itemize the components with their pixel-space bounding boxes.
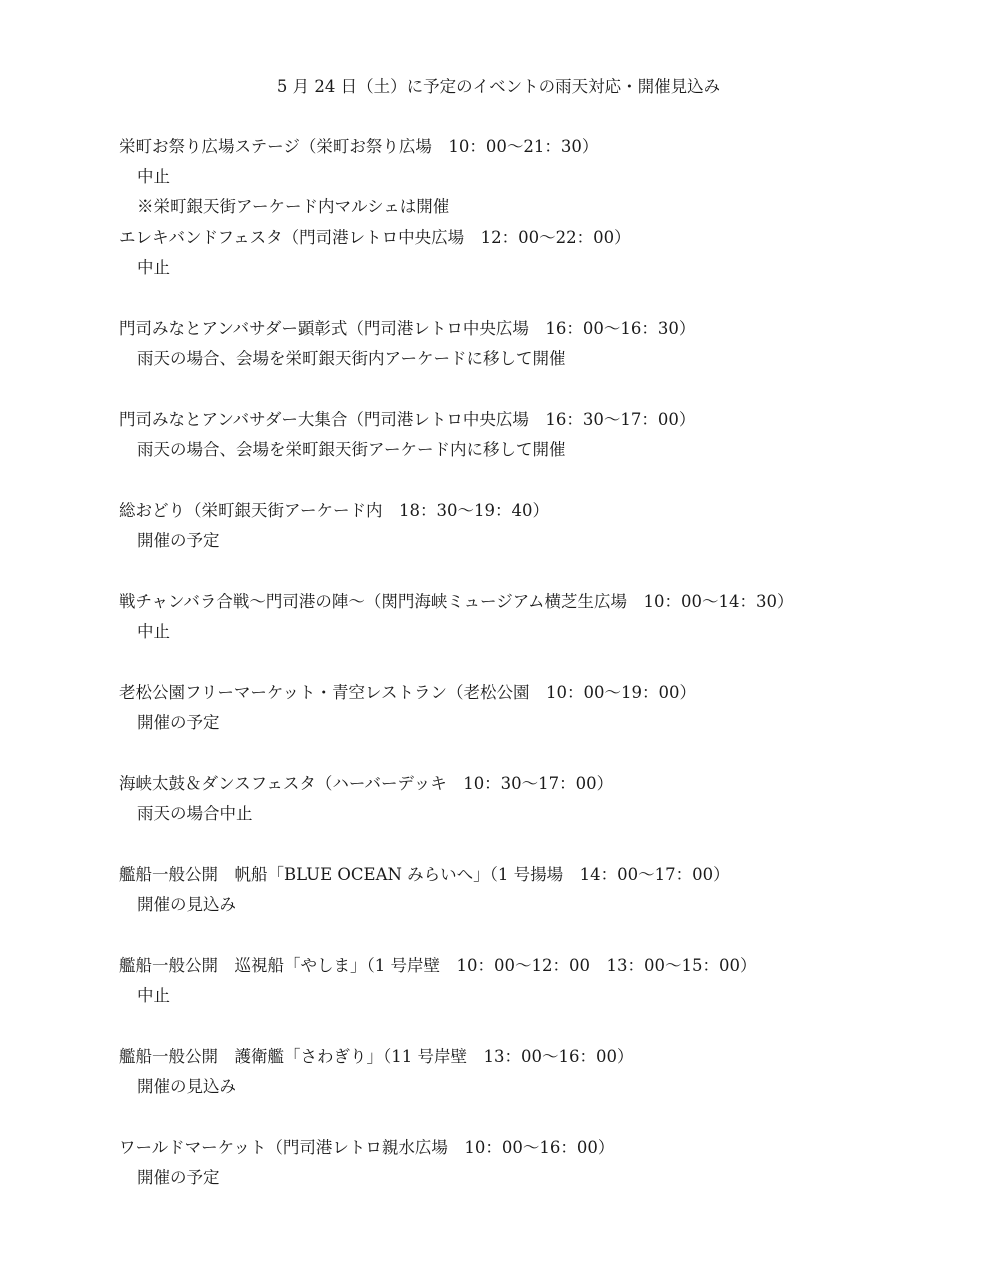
- event-status-note: 中止: [137, 258, 170, 277]
- event-item: [119, 318, 979, 409]
- event-heading: 総おどり（栄町銀天街アーケード内 18：30〜19：40）: [119, 501, 549, 520]
- event-item: [119, 1046, 979, 1137]
- event-item: [119, 500, 979, 591]
- event-status-note: 開催の見込み: [137, 895, 236, 914]
- event-heading: 艦船一般公開 帆船「BLUE OCEAN みらいへ」（1 号揚場 14：00〜17：00）: [119, 865, 730, 884]
- event-status-note: 中止: [137, 622, 170, 641]
- event-item: [119, 773, 979, 864]
- event-item: [119, 1137, 979, 1228]
- event-heading: エレキバンドフェスタ（門司港レトロ中央広場 12：00〜22：00）: [119, 228, 631, 247]
- event-item: [119, 864, 979, 955]
- event-item: [119, 682, 979, 773]
- event-heading: ワールドマーケット（門司港レトロ親水広場 10：00〜16：00）: [119, 1138, 615, 1157]
- event-status-note: ※栄町銀天街アーケード内マルシェは開催: [137, 197, 450, 216]
- event-heading: 栄町お祭り広場ステージ（栄町お祭り広場 10：00〜21：30）: [119, 137, 599, 156]
- event-list: [119, 136, 979, 1228]
- event-heading: 門司みなとアンバサダー大集合（門司港レトロ中央広場 16：30〜17：00）: [119, 410, 696, 429]
- event-status-note: 開催の見込み: [137, 1077, 236, 1096]
- event-item: [119, 591, 979, 682]
- event-status-note: 雨天の場合中止: [137, 804, 253, 823]
- event-status-note: 雨天の場合、会場を栄町銀天街アーケード内に移して開催: [137, 440, 566, 459]
- event-heading: 海峡太鼓＆ダンスフェスタ（ハーバーデッキ 10：30〜17：00）: [119, 774, 614, 793]
- event-status-note: 中止: [137, 986, 170, 1005]
- event-status-note: 雨天の場合、会場を栄町銀天街内アーケードに移して開催: [137, 349, 566, 368]
- event-status-note: 開催の予定: [137, 713, 220, 732]
- event-heading: 戦チャンバラ合戦〜門司港の陣〜（関門海峡ミュージアム横芝生広場 10：00〜14：30）: [119, 592, 794, 611]
- event-item: [119, 136, 979, 227]
- event-heading: 艦船一般公開 護衛艦「さわぎり」（11 号岸壁 13：00〜16：00）: [119, 1047, 634, 1066]
- document-title: 5 月 24 日（土）に予定のイベントの雨天対応・開催見込み: [276, 77, 721, 96]
- event-status-note: 開催の予定: [137, 1168, 220, 1187]
- event-status-note: 開催の予定: [137, 531, 220, 550]
- event-status-note: 中止: [137, 167, 170, 186]
- event-heading: 艦船一般公開 巡視船「やしま」（1 号岸壁 10：00〜12：00 13：00〜15：00）: [119, 956, 757, 975]
- event-item: [119, 227, 979, 318]
- event-heading: 門司みなとアンバサダー顕彰式（門司港レトロ中央広場 16：00〜16：30）: [119, 319, 696, 338]
- event-heading: 老松公園フリーマーケット・青空レストラン（老松公園 10：00〜19：00）: [119, 683, 697, 702]
- event-item: [119, 409, 979, 500]
- event-item: [119, 955, 979, 1046]
